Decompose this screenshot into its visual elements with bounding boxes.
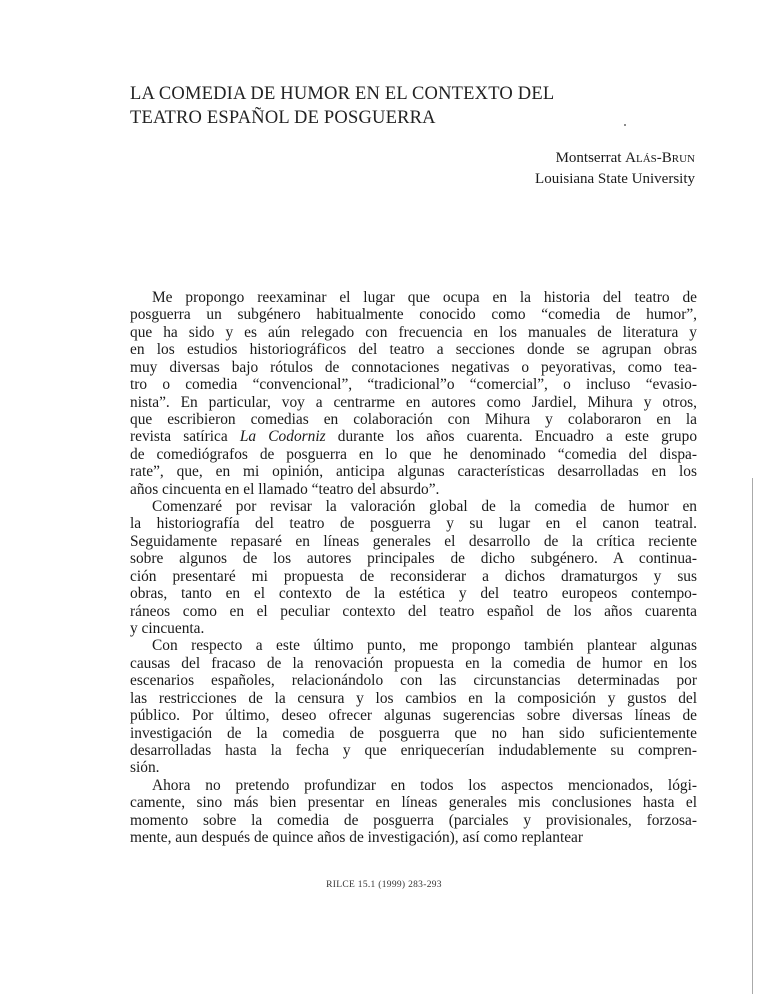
text-line: de comediógrafos de posguerra en lo que he denominado “comedia del dispa-: [130, 445, 697, 463]
text-line: ción presentaré mi propuesta de reconsiderar a dichos dramaturgos y sus: [130, 567, 697, 585]
paragraph: [130, 637, 697, 776]
magazine-title: La Codorniz: [239, 428, 326, 446]
text-line: investigación de la comedia de posguerra que no han sido suficientemente: [130, 724, 697, 742]
paragraph: [130, 289, 697, 498]
text-line: Me propongo reexaminar el lugar que ocupa en la historia del teatro de: [152, 289, 697, 306]
text-line: escenarios españoles, relacionándolo con las circunstancias determinadas por: [130, 672, 697, 690]
text-line: años cincuenta en el llamado “teatro del absurdo”.: [130, 480, 440, 498]
author-affiliation: Louisiana State University: [535, 171, 695, 187]
text-line: tro o comedia “convencional”, “tradicional”o “comercial”, o incluso “evasio-: [130, 376, 697, 394]
title-line-2: TEATRO ESPAÑOL DE POSGUERRA: [130, 108, 436, 128]
title-line-1: LA COMEDIA DE HUMOR EN EL CONTEXTO DEL: [130, 84, 555, 104]
text-line: posguerra un subgénero habitualmente conocido como “comedia de humor”,: [130, 306, 697, 324]
author-block: [535, 148, 695, 190]
text-line: ráneos como en el peculiar contexto del teatro español de los años cuarenta: [130, 602, 697, 620]
scan-speck: [624, 124, 626, 126]
text-line: que ha sido y es aún relegado con frecuencia en los manuales de literatura y: [130, 323, 697, 341]
text-line: causas del fracaso de la renovación propuesta en la comedia de humor en los: [130, 654, 697, 672]
paragraph: [130, 498, 697, 637]
text-line: Comenzaré por revisar la valoración global de la comedia de humor en: [152, 498, 697, 516]
journal-citation-footer: RILCE 15.1 (1999) 283-293: [326, 880, 442, 890]
text-line: rate”, que, en mi opinión, anticipa algunas características desarrolladas en los: [130, 463, 697, 481]
scan-edge-line: [752, 478, 753, 994]
text-line: la historiografía del teatro de posguerra y su lugar en el canon teatral.: [130, 515, 697, 533]
article-title: [130, 82, 554, 130]
text-line: y cincuenta.: [130, 620, 205, 638]
author-name: [535, 148, 695, 169]
author-first-name: Montserrat: [555, 150, 622, 166]
text-line: Con respecto a este último punto, me propongo también plantear algunas: [152, 637, 697, 655]
text-line: sobre algunos de los autores principales de dicho subgénero. A continua-: [130, 550, 697, 568]
text-line: nista”. En particular, voy a centrarme en autores como Jardiel, Mihura y otros,: [130, 393, 697, 411]
text-line: mente, aun después de quince años de investigación), así como replantear: [130, 829, 584, 847]
text-line: Ahora no pretendo profundizar en todos los aspectos mencionados, lógi-: [152, 776, 697, 794]
text-line: Seguidamente repasaré en líneas generales el desarrollo de la crítica reciente: [130, 532, 697, 550]
text-line: que escribieron comedias en colaboración con Mihura y colaboraron en la: [130, 410, 697, 428]
text-line: en los estudios historiográficos del teatro a secciones donde se agrupan obras: [130, 341, 697, 359]
text-line: momento sobre la comedia de posguerra (parciales y provisionales, forzosa-: [130, 811, 697, 829]
text-line: las restricciones de la censura y los cambios en la composición y gustos del: [130, 689, 697, 707]
text-line: público. Por último, deseo ofrecer algunas sugerencias sobre diversas líneas de: [130, 707, 697, 725]
article-body: [130, 289, 697, 847]
author-surname: Alás-Brun: [625, 150, 695, 166]
text-line: muy diversas bajo rótulos de connotaciones negativas o peyorativas, como tea-: [130, 358, 697, 376]
paragraph: [130, 777, 697, 847]
text-line: sión.: [130, 759, 160, 777]
text-line: desarrolladas hasta la fecha y que enriquecerían indudablemente su compren-: [130, 741, 697, 759]
text-line: obras, tanto en el contexto de la estética y del teatro europeos contempo-: [130, 585, 697, 603]
text-line: revista satírica La Codorniz durante los años cuarenta. Encuadro a este grupo: [130, 428, 698, 446]
text-line: camente, sino más bien presentar en líneas generales mis conclusiones hasta el: [130, 794, 697, 812]
